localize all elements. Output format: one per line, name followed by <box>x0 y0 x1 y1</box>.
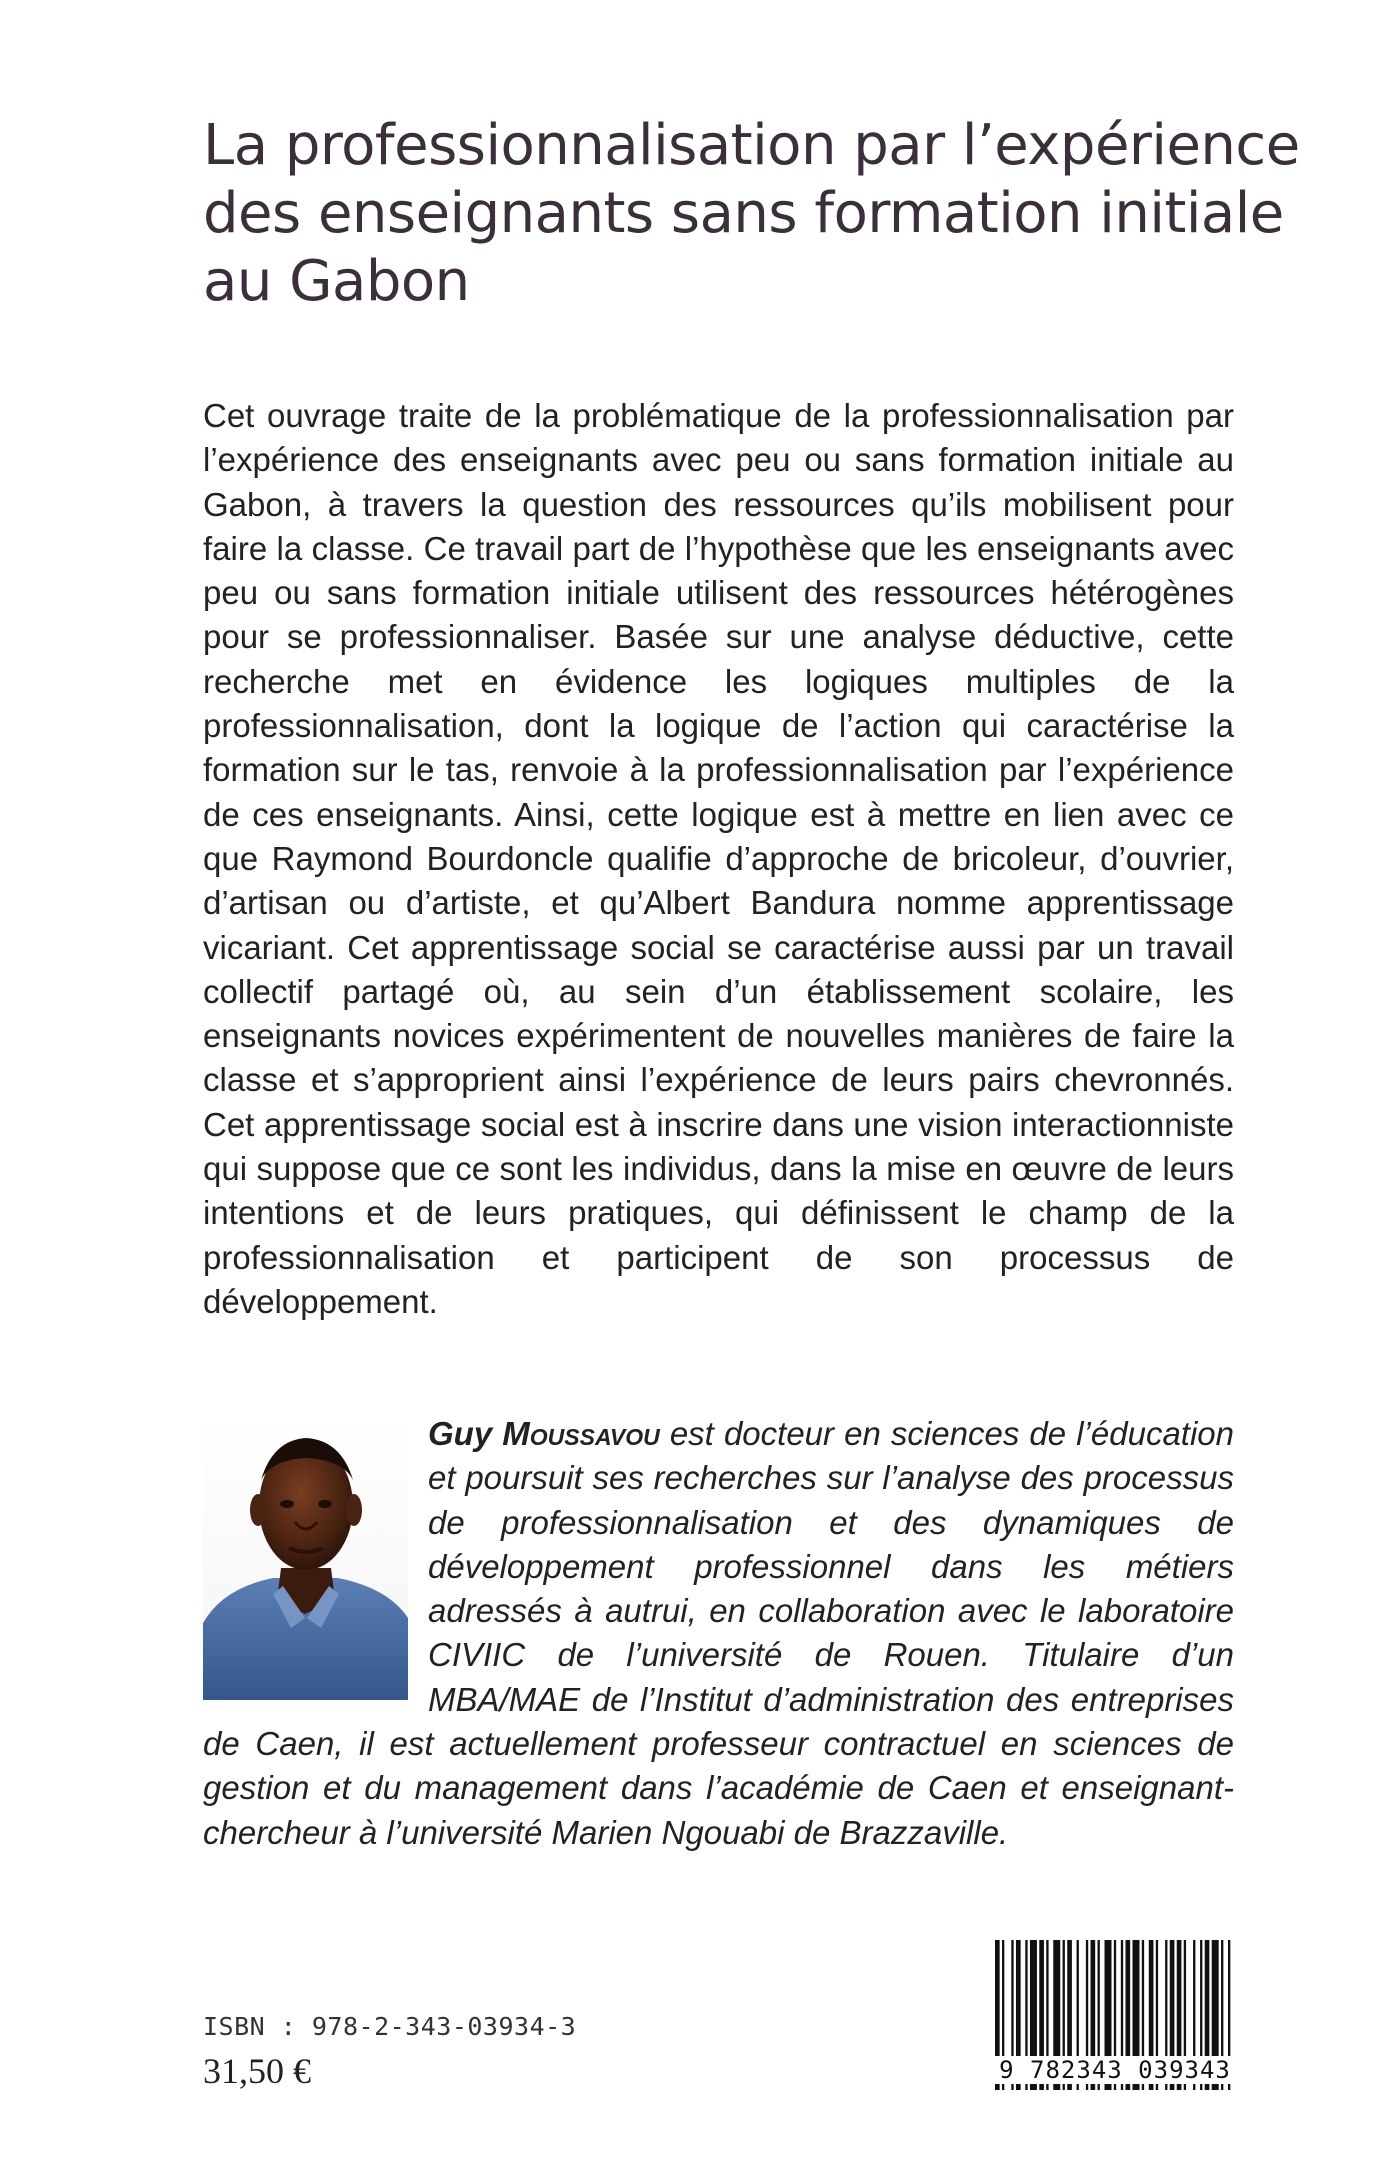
author-bio-text: est docteur en sciences de l’éducation et poursuit ses recherches sur l’analyse des processus de professionnalisation et des dynamiques de développement professionnel dans les métiers adressés à autrui, en collaboration avec le laboratoire CIVIIC de l’université de Rouen. Titulaire d’un MBA/MAE de l’Institut d’administration des entreprises de Caen, il est actuellement professeur contractuel en sciences de gestion et du management dans l’académie de Caen et enseignant-chercheur à l’université Marien Ngouabi de Brazzaville. <box>203 1415 1235 1851</box>
summary-text: Cet ouvrage traite de la problématique de la professionnalisation par l’expérience des enseignants avec peu ou sans formation initiale au Gabon, à travers la question des ressources qu’ils mobilisent pour faire la classe. Ce travail part de l’hypothèse que les enseignants avec peu ou sans formation initiale utilisent des ressources hétérogènes pour se professionnaliser. Basée sur une analyse déductive, cette recherche met en évidence les logiques multiples de la professionnalisation, dont la logique de l’action qui caractérise la formation sur le tas, renvoie à la professionnalisation par l’expérience de ces enseignants. Ainsi, cette logique est à mettre en lien avec ce que Raymond Bourdoncle qualifie d’approche de bricoleur, d’ouvrier, d’artisan ou d’artiste, et qu’Albert Bandura nomme apprentissage vicariant. Cet apprentissage social se caractérise aussi par un travail collectif partagé où, au sein d’un établissement scolaire, les enseignants novices expérimentent de nouvelles manières de faire la classe et s’approprient ainsi l’expérience de leurs pairs chevronnés. Cet apprentissage social est à inscrire dans une vision interactionniste qui suppose que ce sont les individus, dans la mise en œuvre de leurs intentions et de leurs pratiques, qui définissent le champ de la professionnalisation et participent de son processus de développement. <box>203 397 1234 1320</box>
photo-spacer <box>203 1412 428 1702</box>
price: 31,50 € <box>203 2051 311 2091</box>
barcode-digits: 9 782343 039343 <box>995 2056 1235 2084</box>
title-line-1: La professionnalisation par l’expérience <box>203 113 1300 178</box>
isbn: ISBN : 978-2-343-03934-3 <box>203 2012 577 2041</box>
book-summary <box>203 394 1234 1324</box>
author-last-name: Moussavou <box>502 1415 660 1452</box>
title-line-2: des enseignants sans formation initiale <box>203 181 1284 246</box>
author-bio <box>203 1412 1234 1855</box>
title-line-3: au Gabon <box>203 249 470 314</box>
author-name <box>428 1415 660 1452</box>
author-first-name: Guy <box>428 1415 493 1452</box>
book-title <box>203 112 1300 316</box>
